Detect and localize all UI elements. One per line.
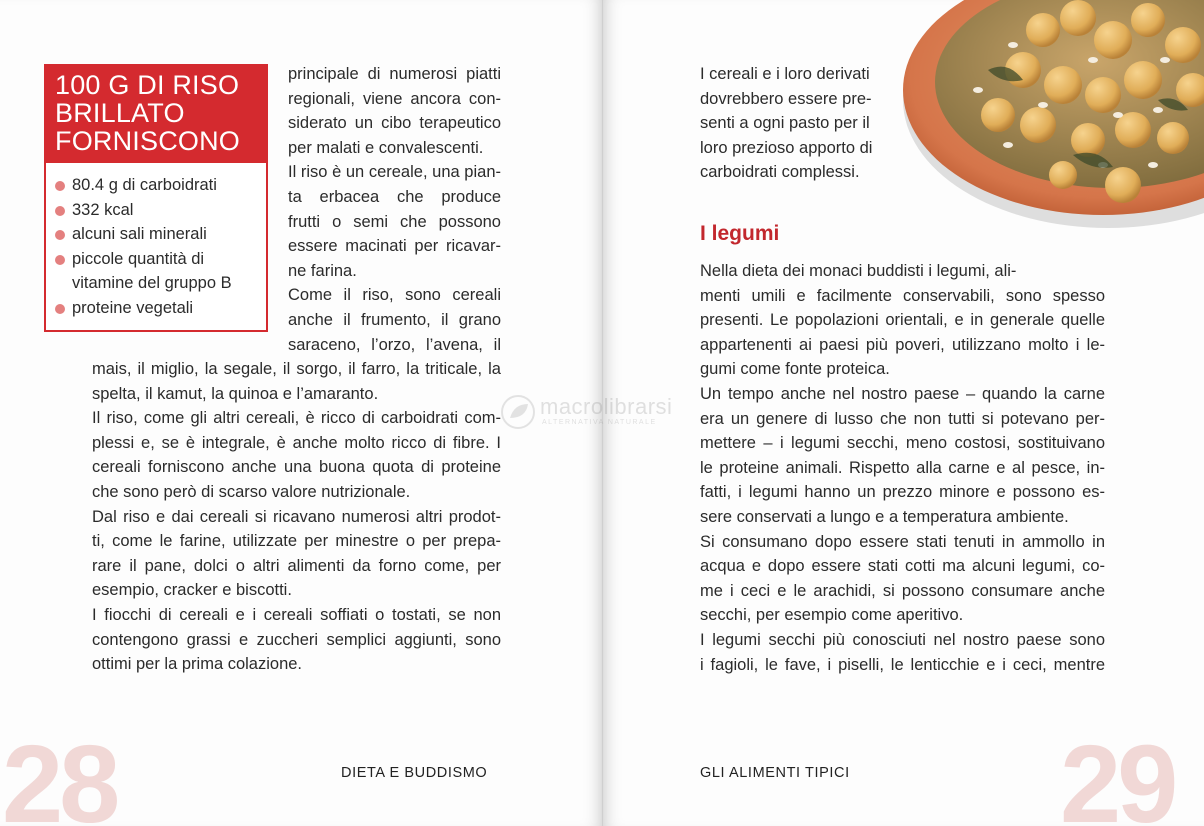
text-line: presenti. Le popolazioni orientali, e in generale quelle (700, 311, 1105, 330)
text-line: acqua e dopo essere stati cotti ma alcuni legumi, co- (700, 557, 1105, 576)
watermark-subtext: ALTERNATIVA NATURALE (542, 419, 657, 426)
text-line: ottimi per la prima colazione. (92, 655, 303, 674)
main-paragraph (92, 357, 501, 677)
nutrition-item: piccole quantità di (52, 247, 266, 272)
text-line: per malati e convalescenti. (288, 138, 484, 157)
watermark-text: macrolibrarsi (540, 394, 673, 419)
page-number: 28 (2, 723, 117, 826)
text-line: gumi come fonte proteica. (700, 360, 890, 379)
intro-paragraph (700, 62, 890, 185)
bullet-dot-icon (55, 230, 65, 240)
text-line: rare il pane, dolci o altri alimenti da forno come, per (92, 556, 501, 575)
text-line: esempio, cracker e biscotti. (92, 581, 292, 600)
box-title-line: 100 G DI RISO (55, 70, 240, 100)
running-footer: DIETA E BUDDISMO (341, 765, 488, 781)
text-line: I legumi secchi più conosciuti nel nostro paese sono (700, 630, 1105, 649)
text-line: ne farina. (288, 261, 357, 280)
text-line: Nella dieta dei monaci buddisti i legumi, ali- (700, 262, 1017, 280)
text-line: Un tempo anche nel nostro paese – quando la carne (700, 384, 1105, 403)
text-line: Il riso è un cereale, una pian- (288, 163, 501, 182)
page-number: 29 (1060, 723, 1175, 826)
bullet-dot-icon (55, 304, 65, 314)
section-heading: I legumi (700, 222, 780, 245)
bullet-dot-icon (55, 181, 65, 191)
text-line: era un genere di lusso che non tutti si potevano per- (700, 409, 1105, 428)
text-line: loro prezioso apporto di (700, 138, 873, 157)
text-line: anche il frumento, il grano (288, 310, 501, 329)
text-line: regionali, viene ancora con- (288, 89, 501, 108)
body-paragraph (700, 259, 1105, 677)
text-line: appartenenti ai paesi più poveri, utilizzano molto i le- (700, 335, 1105, 354)
text-line: sere conservati a lungo e a temperatura ambiente. (700, 507, 1069, 526)
text-line: me i ceci e le arachidi, si possono consumare anche (700, 581, 1105, 600)
nutrition-item: proteine vegetali (52, 296, 266, 321)
box-title-line: BRILLATO (55, 98, 185, 128)
text-line: plessi e, se è integrale, è anche molto ricco di fibre. I (92, 433, 501, 452)
text-line: mais, il miglio, la segale, il sorgo, il farro, la triticale, la (92, 360, 501, 378)
text-line: Il riso, come gli altri cereali, è ricco di carboidrati com- (92, 409, 501, 428)
leaf-logo-icon (500, 394, 536, 430)
text-line: ti, come le farine, utilizzate per minestre o per prepa- (92, 532, 501, 551)
box-title-line: FORNISCONO (55, 126, 241, 156)
text-line: saraceno, l’orzo, l’avena, il (288, 335, 501, 354)
text-line: cereali forniscono anche una buona quota di proteine (92, 458, 501, 477)
nutrition-item: 332 kcal (52, 198, 266, 223)
text-line: I cereali e i loro derivati (700, 65, 870, 83)
text-line: menti umili e facilmente conservabili, sono spesso (700, 286, 1105, 305)
watermark (500, 392, 690, 432)
text-line: i fagioli, le fave, i piselli, le lenticchie e i ceci, mentre (700, 655, 1105, 674)
text-line: I fiocchi di cereali e i cereali soffiati o tostati, se non (92, 605, 501, 624)
text-line: senti a ogni pasto per il (700, 114, 870, 133)
bullet-dot-icon (55, 206, 65, 216)
nutrition-list (46, 173, 266, 321)
running-footer: GLI ALIMENTI TIPICI (700, 765, 850, 781)
text-line: siderato un cibo terapeutico (288, 114, 501, 133)
side-paragraph (288, 62, 501, 357)
bullet-dot-icon (55, 255, 65, 265)
nutrition-box-title (46, 66, 266, 163)
text-line: frutti o semi che possono (288, 212, 501, 231)
text-line: ta erbacea che produce (288, 187, 501, 206)
text-line: spelta, il kamut, la quinoa e l’amaranto. (92, 384, 379, 403)
text-line: essere macinati per ricavar- (288, 237, 501, 256)
text-line: mettere – i legumi secchi, meno costosi, sostituivano (700, 434, 1105, 453)
text-line: contengono grassi e zuccheri semplici aggiunti, sono (92, 630, 501, 649)
text-line: fatti, i legumi hanno un prezzo minore e possono es- (700, 483, 1105, 502)
nutrition-item-continued: vitamine del gruppo B (72, 274, 232, 293)
text-line: le proteine animali. Rispetto alla carne e al pesce, in- (700, 458, 1105, 477)
text-line: Si consumano dopo essere stati tenuti in ammollo in (700, 532, 1105, 551)
text-line: principale di numerosi piatti (288, 65, 501, 83)
text-line: secchi, per esempio come aperitivo. (700, 606, 964, 625)
text-line: che sono però di scarso valore nutrizionale. (92, 482, 411, 501)
text-line: dovrebbero essere pre- (700, 89, 872, 108)
nutrition-item: 80.4 g di carboidrati (52, 173, 266, 198)
text-line: Come il riso, sono cereali (288, 286, 501, 305)
text-line: carboidrati complessi. (700, 163, 860, 182)
nutrition-box (44, 64, 268, 332)
nutrition-item: alcuni sali minerali (52, 222, 266, 247)
text-line: Dal riso e dai cereali si ricavano numerosi altri prodot- (92, 507, 501, 526)
chickpea-soup-bowl-photo (903, 0, 1204, 240)
